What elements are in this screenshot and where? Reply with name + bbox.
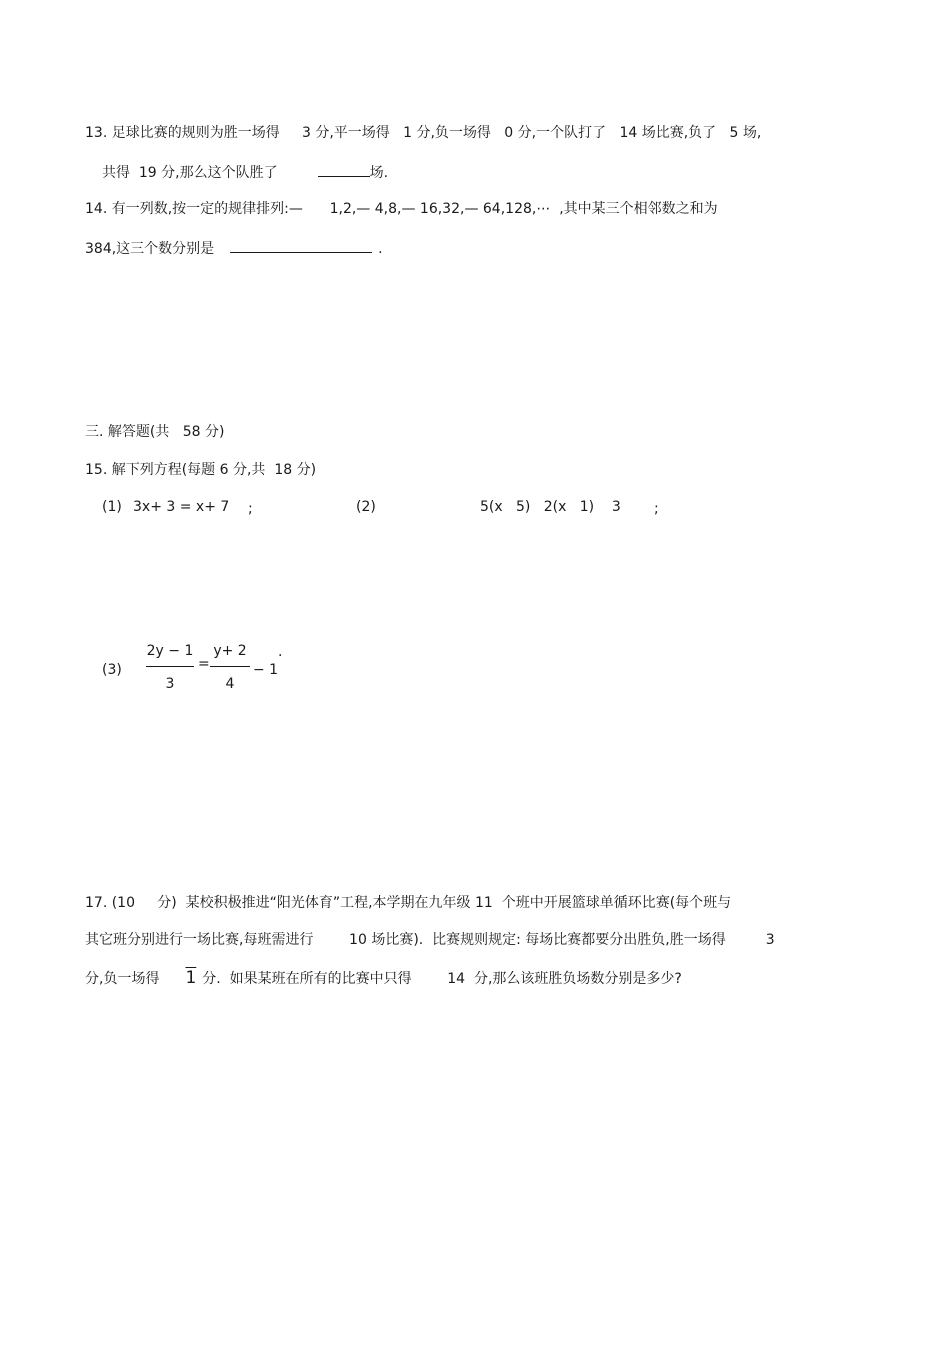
fraction-left-numerator: 2y − 1: [146, 643, 194, 659]
q15-part2-equation: 5(x 5) 2(x 1) 3: [480, 499, 621, 515]
q13-line-2: [102, 162, 388, 182]
q17-line-1: 17. (10 分) 某校积极推进“阳光体育”工程,本学期在九年级 11 个班中开展篮球单循环比赛(每个班与: [85, 895, 732, 911]
q13-line-2-text: 共得 19 分,那么这个队胜了: [102, 165, 278, 181]
q14-line-2-end: .: [378, 241, 383, 257]
q15-part1-equation: 3x+ 3 = x+ 7: [133, 499, 230, 515]
q14-answer-blank[interactable]: [230, 238, 372, 253]
q15-part3-fraction-right: [210, 642, 250, 693]
q17-line-3: [85, 969, 682, 988]
fraction-right-bar: [210, 666, 250, 667]
q15-part2-label: (2): [356, 499, 376, 515]
q15-part3-end: .: [278, 644, 283, 660]
q17-line-2: 其它班分别进行一场比赛,每班需进行 10 场比赛). 比赛规则规定: 每场比赛都要分出胜负,胜一场得 3: [85, 932, 775, 948]
q14-line-2: [85, 238, 383, 258]
fraction-left-denominator: 3: [165, 676, 175, 692]
q15-part2-end: ;: [654, 501, 659, 517]
q13-answer-blank[interactable]: [318, 162, 370, 177]
q15-part1-label: (1): [102, 499, 122, 515]
q14-line-2-text: 384,这三个数分别是: [85, 241, 215, 257]
q15-part3-label: (3): [102, 662, 122, 678]
q15-heading: 15. 解下列方程(每题 6 分,共 18 分): [85, 462, 317, 478]
fraction-left-bar: [146, 666, 194, 667]
q15-part3-fraction-left: [146, 642, 194, 693]
q17-line-3-text: 分,负一场得: [85, 971, 160, 987]
q13-line-2-end: 场.: [369, 165, 389, 181]
q15-part1-end: ;: [248, 501, 253, 517]
q14-line-1: 14. 有一列数,按一定的规律排列:— 1,2,— 4,8,— 16,32,— 64,128,⋯ ,其中某三个相邻数之和为: [85, 201, 718, 217]
section-3-heading: 三. 解答题(共 58 分): [85, 424, 225, 440]
fraction-right-numerator: y+ 2: [213, 643, 247, 659]
fraction-right-denominator: 4: [225, 676, 235, 692]
q13-line-1: 13. 足球比赛的规则为胜一场得 3 分,平一场得 1 分,负一场得 0 分,一个队打了 14 场比赛,负了 5 场,: [85, 125, 762, 141]
q15-part3-equals: =: [198, 656, 210, 672]
q17-line-3-rest: 分. 如果某班在所有的比赛中只得 14 分,那么该班胜负场数分别是多少?: [202, 971, 682, 987]
q17-one-value: 1: [185, 968, 197, 988]
q15-part3-minus-one: − 1: [253, 662, 279, 678]
